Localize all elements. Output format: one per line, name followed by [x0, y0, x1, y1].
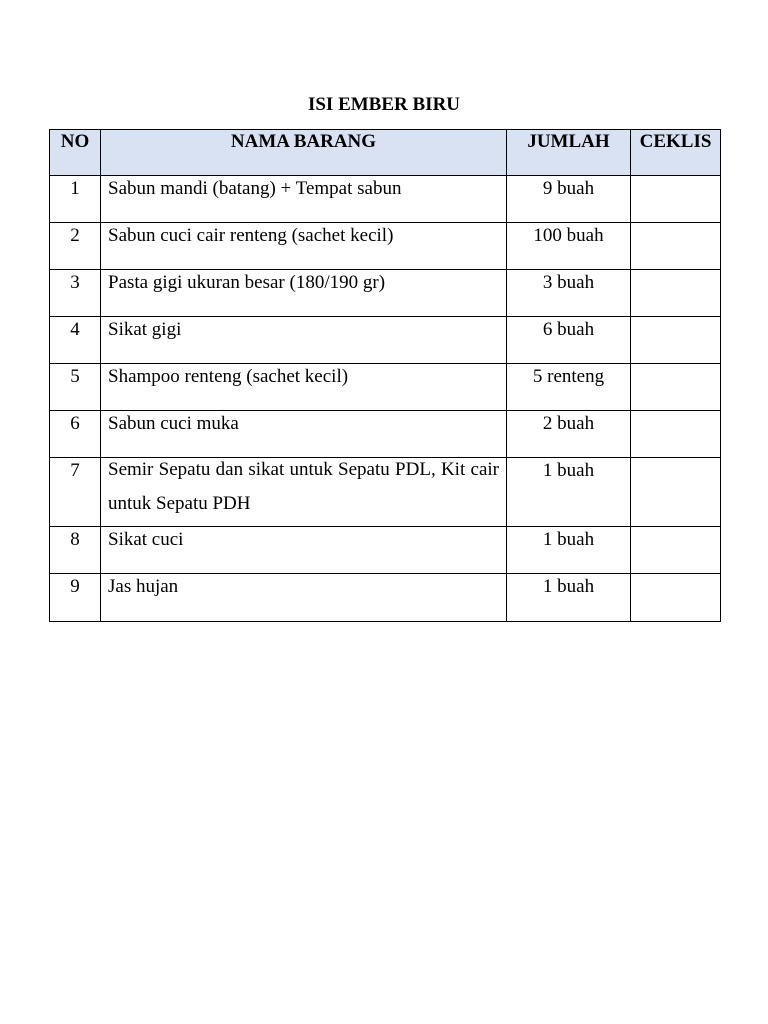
row-quantity: 3 buah	[507, 270, 631, 317]
row-no: 6	[50, 411, 101, 458]
table-row	[50, 317, 721, 364]
table-row	[50, 411, 721, 458]
row-checklist-cell[interactable]	[631, 223, 721, 270]
row-no: 7	[50, 458, 101, 527]
table-row	[50, 364, 721, 411]
row-item-name: Pasta gigi ukuran besar (180/190 gr)	[101, 270, 507, 317]
row-quantity: 6 buah	[507, 317, 631, 364]
row-checklist-cell[interactable]	[631, 364, 721, 411]
table-row	[50, 527, 721, 574]
row-checklist-cell[interactable]	[631, 176, 721, 223]
row-no: 2	[50, 223, 101, 270]
row-item-name: Sikat cuci	[101, 527, 507, 574]
row-item-name: Jas hujan	[101, 574, 507, 622]
row-item-name-text: Semir Sepatu dan sikat untuk Sepatu PDL, Kit cair untuk Sepatu PDH	[108, 459, 499, 514]
row-quantity: 2 buah	[507, 411, 631, 458]
row-no: 3	[50, 270, 101, 317]
row-checklist-cell[interactable]	[631, 411, 721, 458]
document-title: ISI EMBER BIRU	[307, 94, 461, 115]
row-checklist-cell[interactable]	[631, 270, 721, 317]
row-no: 4	[50, 317, 101, 364]
row-checklist-cell[interactable]	[631, 317, 721, 364]
table-row	[50, 223, 721, 270]
table-row	[50, 270, 721, 317]
row-item-name: Sikat gigi	[101, 317, 507, 364]
table-row	[50, 574, 721, 622]
row-quantity: 100 buah	[507, 223, 631, 270]
row-item-name	[101, 458, 507, 527]
header-name: NAMA BARANG	[101, 130, 507, 176]
row-quantity: 1 buah	[507, 574, 631, 622]
table-row	[50, 176, 721, 223]
table-header-row	[50, 130, 721, 176]
row-item-name: Sabun mandi (batang) + Tempat sabun	[101, 176, 507, 223]
row-item-name: Sabun cuci cair renteng (sachet kecil)	[101, 223, 507, 270]
header-check: CEKLIS	[631, 130, 721, 176]
items-table	[49, 129, 721, 622]
row-checklist-cell[interactable]	[631, 458, 721, 527]
row-no: 5	[50, 364, 101, 411]
header-no: NO	[50, 130, 101, 176]
row-checklist-cell[interactable]	[631, 527, 721, 574]
row-quantity: 1 buah	[507, 458, 631, 527]
row-item-name: Sabun cuci muka	[101, 411, 507, 458]
row-quantity: 9 buah	[507, 176, 631, 223]
row-quantity: 1 buah	[507, 527, 631, 574]
row-item-name: Shampoo renteng (sachet kecil)	[101, 364, 507, 411]
row-checklist-cell[interactable]	[631, 574, 721, 622]
row-quantity: 5 renteng	[507, 364, 631, 411]
row-no: 9	[50, 574, 101, 622]
row-no: 8	[50, 527, 101, 574]
table-row	[50, 458, 721, 527]
header-qty: JUMLAH	[507, 130, 631, 176]
row-no: 1	[50, 176, 101, 223]
